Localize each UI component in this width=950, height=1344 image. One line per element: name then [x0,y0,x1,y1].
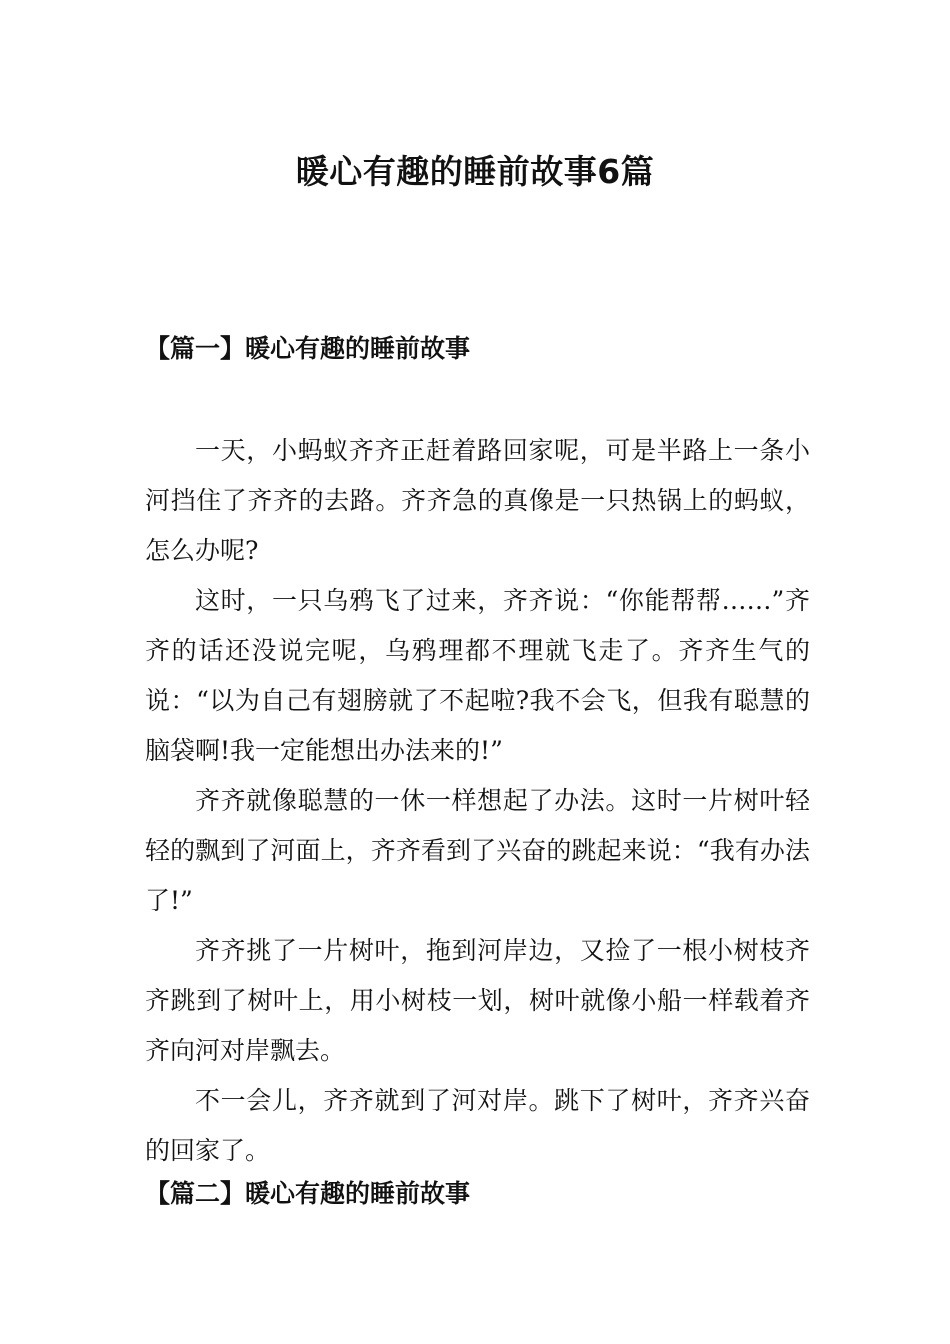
section-heading-2: 【篇二】暖心有趣的睡前故事 [145,1179,471,1208]
section-heading-1: 【篇一】暖心有趣的睡前故事 [145,334,471,363]
section-1-body [145,426,810,1176]
paragraph: 齐齐挑了一片树叶，拖到河岸边，又捡了一根小树枝齐齐跳到了树叶上，用小树枝一划，树叶就像小船一样载着齐齐向河对岸飘去。 [145,936,810,1065]
paragraph: 齐齐就像聪慧的一休一样想起了办法。这时一片树叶轻轻的飘到了河面上，齐齐看到了兴奋的跳起来说：“我有办法了!” [145,786,810,915]
paragraph: 不一会儿，齐齐就到了河对岸。跳下了树叶，齐齐兴奋的回家了。 [145,1086,810,1165]
paragraph: 一天，小蚂蚁齐齐正赶着路回家呢，可是半路上一条小河挡住了齐齐的去路。齐齐急的真像是一只热锅上的蚂蚁，怎么办呢? [145,436,810,565]
document-title: 暖心有趣的睡前故事6篇 [295,152,655,192]
paragraph: 这时，一只乌鸦飞了过来，齐齐说：“你能帮帮……”齐齐的话还没说完呢，乌鸦理都不理就飞走了。齐齐生气的说：“以为自己有翅膀就了不起啦?我不会飞，但我有聪慧的脑袋啊!我一定能想出办法来的!” [145,586,810,765]
